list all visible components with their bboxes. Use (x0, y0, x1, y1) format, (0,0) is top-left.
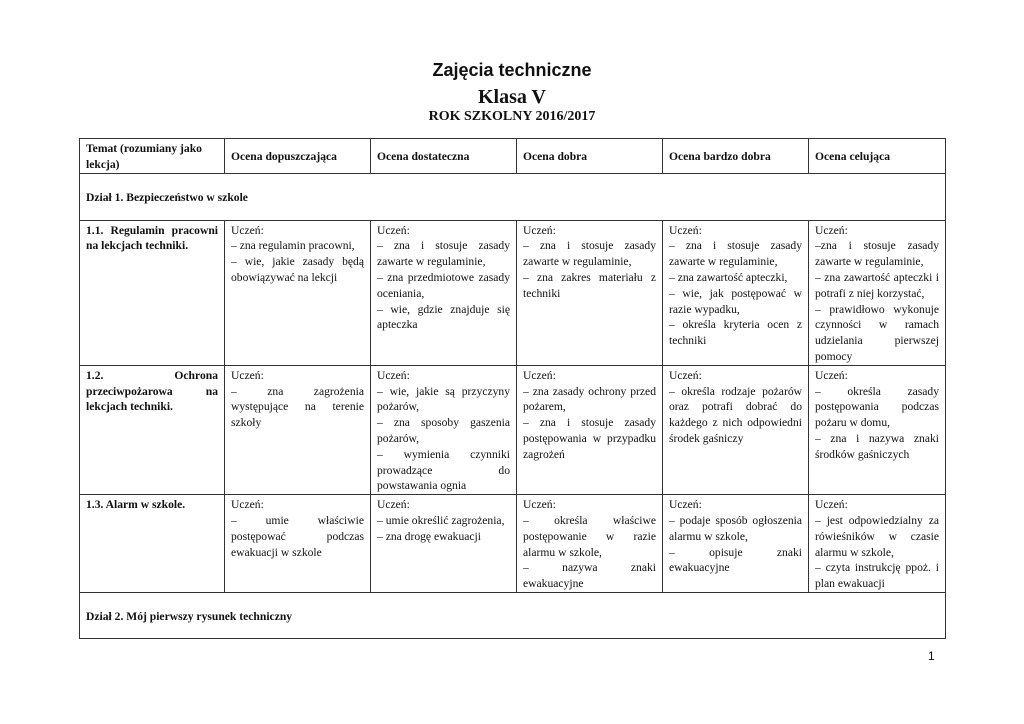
criterion-line: – wymienia czynniki prowadzące do powstawania ognia (377, 447, 510, 493)
grade-criteria-cell (225, 495, 371, 593)
student-label: Uczeń: (669, 498, 702, 512)
grade-criteria-cell (517, 220, 663, 365)
criterion-line: – zna regulamin pracowni, (231, 239, 355, 253)
table-header-row (80, 139, 946, 174)
criterion-line: – zna przedmiotowe zasady oceniania, (377, 270, 510, 300)
student-label: Uczeń: (377, 223, 410, 237)
grade-criteria-cell (663, 495, 809, 593)
criterion-line: – zna i stosuje zasady zawarte w regulaminie, (377, 239, 510, 269)
student-label: Uczeń: (523, 498, 556, 512)
criterion-line: – wie, jakie zasady będą obowiązywać na lekcji (231, 255, 364, 284)
subject-title: Zajęcia techniczne (432, 60, 592, 80)
student-label: Uczeń: (377, 498, 410, 512)
student-label: Uczeń: (231, 368, 264, 382)
criterion-line: – zna zawartość apteczki i potrafi z niej korzystać, (815, 270, 939, 300)
criterion-line: – zna i stosuje zasady zawarte w regulaminie, (523, 239, 656, 269)
student-label: Uczeń: (377, 368, 410, 382)
grading-criteria-table (79, 138, 946, 639)
criterion-line: – zna i stosuje zasady postępowania w przypadku zagrożeń (523, 416, 656, 461)
grade-criteria-cell (663, 365, 809, 494)
lesson-topic: 1.3. Alarm w szkole. (80, 495, 225, 593)
criterion-line: – zna sposoby gaszenia pożarów, (377, 416, 510, 445)
column-header-grade-3: Ocena dostateczna (371, 139, 517, 174)
section-row (80, 173, 946, 220)
grade-criteria-cell (809, 365, 946, 494)
column-header-grade-2: Ocena dopuszczająca (225, 139, 371, 174)
criterion-line: – opisuje znaki ewakuacyjne (669, 545, 802, 575)
criterion-line: – zna zagrożenia występujące na terenie szkoły (231, 384, 364, 430)
lesson-topic: 1.1. Regulamin pracowni na lekcjach techniki. (80, 220, 225, 365)
criterion-line: – zna i stosuje zasady zawarte w regulaminie, (669, 239, 802, 269)
criterion-line: – czyta instrukcję ppoż. i plan ewakuacji (815, 561, 939, 591)
lesson-topic: 1.2. Ochrona przeciwpożarowa na lekcjach techniki. (80, 365, 225, 494)
student-label: Uczeń: (669, 368, 702, 382)
criterion-line: – wie, jakie są przyczyny pożarów, (377, 384, 510, 414)
student-label: Uczeń: (815, 223, 848, 237)
grade-criteria-cell (809, 495, 946, 593)
criterion-line: – prawidłowo wykonuje czynności w ramach udzielania pierwszej pomocy (815, 302, 939, 363)
criterion-line: – umie określić zagrożenia, (377, 513, 505, 527)
student-label: Uczeń: (523, 368, 556, 382)
criterion-line: – określa kryteria ocen z techniki (669, 318, 802, 348)
grade-criteria-cell (371, 220, 517, 365)
criterion-line: – jest odpowiedzialny za rówieśników w czasie alarmu w szkole, (815, 513, 939, 559)
criterion-line: – wie, jak postępować w razie wypadku, (669, 286, 802, 316)
criterion-line: – zna zawartość apteczki, (669, 270, 788, 284)
table-row (80, 495, 946, 593)
criterion-line: – określa zasady postępowania podczas pożaru w domu, (815, 384, 939, 430)
criterion-line: – zna zakres materiału z techniki (523, 270, 656, 300)
grade-criteria-cell (225, 365, 371, 494)
grade-criteria-cell (371, 365, 517, 494)
student-label: Uczeń: (523, 223, 556, 237)
criterion-line: –zna i stosuje zasady zawarte w regulaminie, (815, 239, 939, 269)
grade-criteria-cell (663, 220, 809, 365)
student-label: Uczeń: (669, 223, 702, 237)
grade-criteria-cell (517, 365, 663, 494)
grade-criteria-cell (225, 220, 371, 365)
student-label: Uczeń: (815, 368, 848, 382)
table-row (80, 365, 946, 494)
student-label: Uczeń: (815, 498, 848, 512)
section-heading: Dział 1. Bezpieczeństwo w szkole (80, 173, 946, 220)
criterion-line: – wie, gdzie znajduje się apteczka (377, 302, 510, 332)
criterion-line: – określa właściwe postępowanie w razie alarmu w szkole, (523, 513, 656, 559)
criterion-line: – zna drogę ewakuacji (377, 529, 481, 543)
page-number: 1 (928, 649, 935, 663)
student-label: Uczeń: (231, 223, 264, 237)
criterion-line: – zna i nazywa znaki środków gaśniczych (815, 431, 939, 461)
criterion-line: – zna zasady ochrony przed pożarem, (523, 384, 656, 414)
section-row (80, 592, 946, 638)
criterion-line: – określa rodzaje pożarów oraz potrafi dobrać do każdego z nich odpowiedni środek gaśniczy (669, 384, 802, 445)
student-label: Uczeń: (231, 498, 264, 512)
grade-criteria-cell (371, 495, 517, 593)
section-heading: Dział 2. Mój pierwszy rysunek techniczny (80, 592, 946, 638)
column-header-grade-6: Ocena celująca (809, 139, 946, 174)
class-title: Klasa V (478, 86, 546, 108)
school-year-title: ROK SZKOLNY 2016/2017 (428, 109, 596, 124)
column-header-topic: Temat (rozumiany jako lekcja) (80, 139, 225, 174)
grade-criteria-cell (517, 495, 663, 593)
grade-criteria-cell (809, 220, 946, 365)
criterion-line: – umie właściwie postępować podczas ewakuacji w szkole (231, 513, 364, 559)
criterion-line: – nazywa znaki ewakuacyjne (523, 561, 656, 591)
column-header-grade-4: Ocena dobra (517, 139, 663, 174)
criterion-line: – podaje sposób ogłoszenia alarmu w szkole, (669, 513, 802, 543)
table-row (80, 220, 946, 365)
column-header-grade-5: Ocena bardzo dobra (663, 139, 809, 174)
